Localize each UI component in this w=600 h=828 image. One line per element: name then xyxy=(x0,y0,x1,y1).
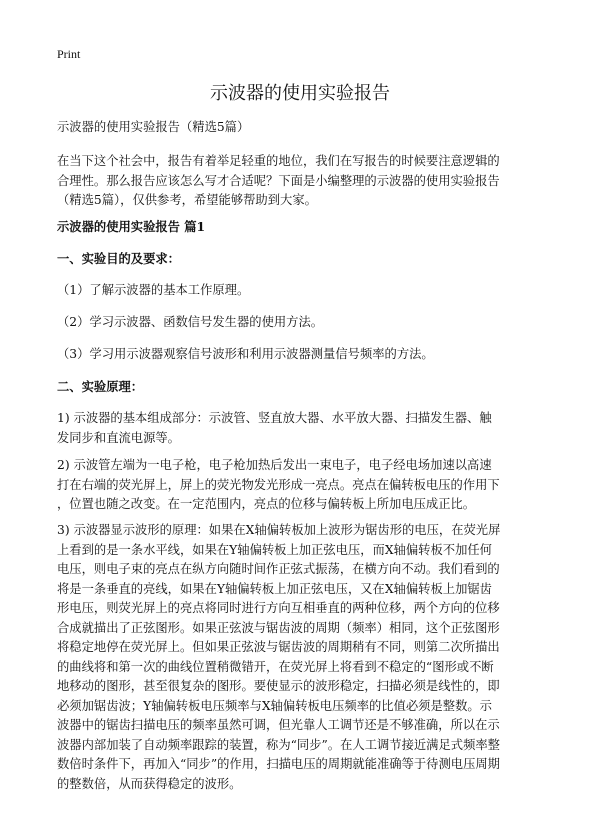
text-line: 2) 示波管左端为一电子枪，电子枪加热后发出一束电子，电子经电场加速以高速 xyxy=(57,458,492,472)
text-line: 必须加锯齿波；Y轴偏转板电压频率与X轴偏转板电压频率的比值必须是整数。示 xyxy=(57,698,492,713)
text-line: 地移动的图形，甚至很复杂的图形。要使显示的波形稳定，扫描必须是线性的，即 xyxy=(57,679,500,693)
goal-item: （1）了解示波器的基本工作原理。 xyxy=(57,283,250,297)
heading-principles: 二、实验原理： xyxy=(57,379,144,394)
text-line: 波器内部加装了自动频率跟踪的装置，称为“同步”。在人工调节接近满足式频率整 xyxy=(57,737,500,752)
text-line: （精选5篇），仅供参考，希望能够帮助到大家。 xyxy=(57,193,317,207)
text-line: 形电压，则荧光屏上的亮点将同时进行方向互相垂直的两种位移，两个方向的位移 xyxy=(57,601,500,615)
goal-item: （2）学习示波器、函数信号发生器的使用方法。 xyxy=(57,315,324,329)
text-line: 合理性。那么报告应该怎么写才合适呢？下面是小编整理的示波器的使用实验报告 xyxy=(57,173,500,188)
text-line: ，位置也随之改变。在一定范围内，亮点的位移与偏转板上所加电压成正比。 xyxy=(57,497,476,511)
text-line: 1) 示波器的基本组成部分：示波管、竖直放大器、水平放大器、扫描发生器、触 xyxy=(57,411,492,425)
text-line: 3) 示波器显示波形的原理：如果在X轴偏转板加上波形为锯齿形的电压，在荧光屏 xyxy=(57,523,501,537)
heading-goals: 一、实验目的及要求： xyxy=(57,251,180,266)
text-line: 将是一条垂直的亮线，如果在Y轴偏转板上加正弦电压，又在X轴偏转板上加锯齿 xyxy=(57,581,492,596)
subtitle: 示波器的使用实验报告（精选5篇） xyxy=(57,120,250,134)
text-line: 将稳定地停在荧光屏上。但如果正弦波与锯齿波的周期稍有不同，则第二次所描出 xyxy=(57,640,500,654)
text-line: 的整数倍，从而获得稳定的波形。 xyxy=(57,776,242,791)
page-title: 示波器的使用实验报告 xyxy=(210,83,390,104)
text-line: 发同步和直流电源等。 xyxy=(57,430,180,445)
text-line: 在当下这个社会中，报告有着举足轻重的地位，我们在写报告的时候要注意逻辑的 xyxy=(57,154,500,168)
text-line: 电压，则电子束的亮点在纵方向随时间作正弦式振荡，在横方向不动。我们看到的 xyxy=(57,562,500,576)
paragraph-3 xyxy=(57,521,547,794)
paragraph-2 xyxy=(57,456,547,515)
text-line: 的曲线将和第一次的曲线位置稍微错开，在荧光屏上将看到不稳定的“图形或不断 xyxy=(57,659,494,674)
intro-paragraph xyxy=(57,152,547,211)
text-line: 上看到的是一条水平线，如果在Y轴偏转板上加正弦电压，而X轴偏转板不加任何 xyxy=(57,542,492,557)
goal-item: （3）学习用示波器观察信号波形和利用示波器测量信号频率的方法。 xyxy=(57,347,434,361)
paragraph-1 xyxy=(57,409,547,448)
text-line: 打在右端的荧光屏上，屏上的荧光物发光形成一亮点。亮点在偏转板电压的作用下 xyxy=(57,477,500,492)
text-line: 合成就描出了正弦图形。如果正弦波与锯齿波的周期（频率）相同，这个正弦图形 xyxy=(57,620,500,635)
text-line: 数倍时条件下，再加入“同步”的作用，扫描电压的周期就能准确等于待测电压周期 xyxy=(57,757,500,771)
text-line: 波器中的锯齿扫描电压的频率虽然可调，但光靠人工调节还是不够准确，所以在示 xyxy=(57,718,500,732)
print-label: Print xyxy=(57,47,81,61)
section-title: 示波器的使用实验报告 篇1 xyxy=(57,219,206,234)
